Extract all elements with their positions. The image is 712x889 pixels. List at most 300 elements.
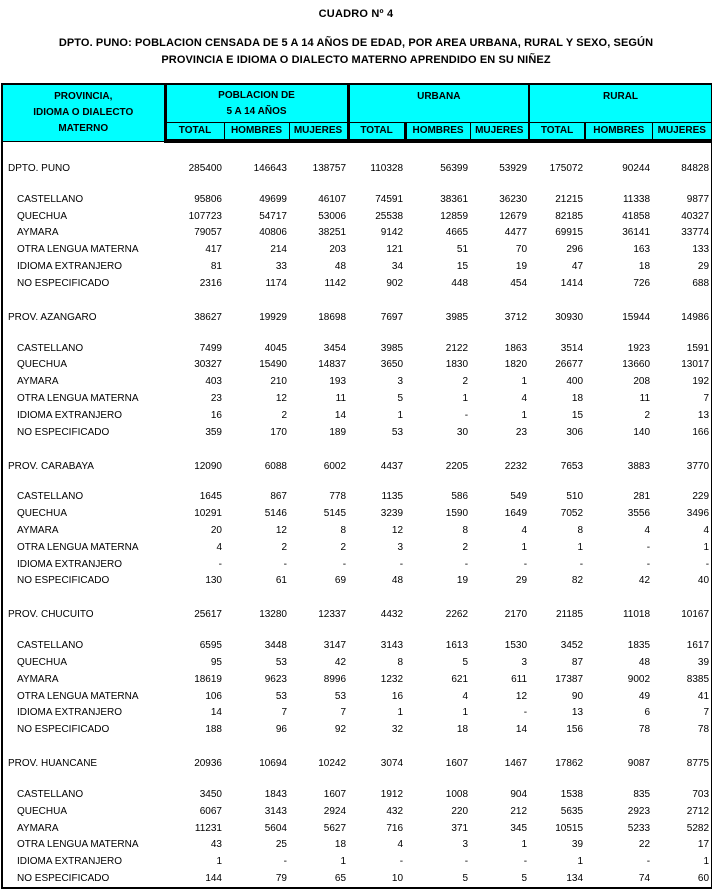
subtitle-line-2: PROVINCIA E IDIOMA O DIALECTO MATERNO APRENDIDO EN SU NIÑEZ — [161, 54, 551, 66]
section-total-cell: 7697 — [380, 311, 404, 323]
language-label-cell: OTRA LENGUA MATERNA — [17, 393, 139, 405]
language-label-cell: QUECHUA — [17, 359, 68, 371]
value-cell: 192 — [692, 376, 710, 388]
value-cell: 60 — [697, 873, 710, 884]
language-row — [2, 424, 712, 441]
value-cell: - — [283, 558, 287, 570]
value-cell: 8 — [397, 657, 404, 669]
value-cell: 549 — [510, 491, 528, 503]
value-cell: 2 — [340, 541, 347, 553]
spacer-row — [2, 769, 712, 786]
value-cell: 40327 — [681, 210, 710, 222]
language-row — [2, 225, 712, 242]
language-label-cell: IDIOMA EXTRANJERO — [17, 707, 123, 719]
value-cell: 11 — [639, 393, 651, 405]
value-cell: 3143 — [264, 805, 287, 817]
value-cell: 95 — [210, 657, 222, 669]
section-total-cell: 13280 — [259, 609, 287, 621]
value-cell: 46107 — [318, 193, 347, 205]
language-row — [2, 489, 712, 506]
value-cell: 904 — [510, 789, 528, 801]
subtitle-line-1: DPTO. PUNO: POBLACION CENSADA DE 5 A 14 AÑOS DE EDAD, POR AREA URBANA, RURAL Y SEXO, SEGÚN — [58, 37, 654, 49]
value-cell: 4665 — [445, 227, 469, 239]
spacer-row — [2, 174, 712, 191]
document-subtitle — [0, 35, 712, 69]
value-cell: 10291 — [194, 508, 222, 520]
value-cell: 3514 — [560, 342, 584, 354]
value-cell: 6 — [644, 707, 651, 719]
header-provincia-line3: MATERNO — [58, 122, 109, 134]
header-poblacion-line1: POBLACION DE — [218, 89, 295, 101]
section-total-cell: 56399 — [440, 163, 469, 174]
census-table — [1, 83, 712, 889]
value-cell: 18 — [571, 393, 584, 405]
language-label-cell: NO ESPECIFICADO — [17, 575, 110, 587]
value-cell: 188 — [205, 724, 222, 736]
section-total-cell: 90244 — [622, 163, 651, 174]
value-cell: 3450 — [199, 789, 222, 801]
value-cell: 1538 — [560, 789, 584, 801]
value-cell: 33774 — [681, 227, 710, 239]
value-cell: 9877 — [686, 193, 710, 205]
value-cell: 1135 — [381, 491, 404, 503]
value-cell: 1174 — [265, 277, 287, 289]
value-cell: 2 — [644, 409, 651, 421]
language-row — [2, 637, 712, 654]
language-row — [2, 803, 712, 820]
value-cell: 49699 — [259, 193, 287, 205]
value-cell: 82185 — [555, 210, 584, 222]
section-total-cell: 3712 — [504, 311, 528, 323]
section-name-cell: PROV. CHUCUITO — [8, 609, 94, 621]
value-cell: 39 — [571, 839, 584, 851]
value-cell: 140 — [633, 426, 651, 438]
value-cell: 8996 — [323, 673, 347, 685]
language-label-cell: QUECHUA — [17, 805, 68, 817]
language-row — [2, 357, 712, 374]
value-cell: 345 — [510, 822, 528, 834]
value-cell: 1 — [577, 541, 584, 553]
value-cell: 51 — [456, 244, 469, 256]
value-cell: 47 — [571, 261, 584, 273]
value-cell: 82 — [571, 575, 584, 587]
value-cell: 144 — [205, 873, 222, 884]
value-cell: 1 — [397, 409, 404, 421]
value-cell: 53 — [334, 690, 347, 702]
value-cell: 48 — [334, 261, 347, 273]
value-cell: 4 — [397, 839, 404, 851]
value-cell: 3143 — [380, 640, 404, 652]
value-cell: 2 — [462, 541, 469, 553]
value-cell: 38251 — [318, 227, 347, 239]
value-cell: 296 — [566, 244, 584, 256]
value-cell: 1 — [521, 376, 528, 388]
value-cell: 2924 — [323, 805, 347, 817]
value-cell: 7 — [340, 707, 347, 719]
value-cell: 36141 — [622, 227, 651, 239]
header-total-urbana: TOTAL — [348, 123, 405, 142]
header-total-poblacion: TOTAL — [165, 123, 224, 142]
value-cell: 1 — [397, 707, 404, 719]
value-cell: 6595 — [199, 640, 222, 652]
value-cell: 17 — [697, 839, 710, 851]
language-row — [2, 688, 712, 705]
value-cell: 1912 — [380, 789, 404, 801]
section-total-cell: 19929 — [259, 311, 287, 323]
value-cell: - — [464, 409, 469, 421]
value-cell: 371 — [451, 822, 469, 834]
value-cell: 611 — [511, 673, 528, 685]
value-cell: 5233 — [627, 822, 651, 834]
value-cell: 3 — [397, 376, 404, 388]
value-cell: 79 — [275, 873, 287, 884]
header-provincia-line2: IDIOMA O DIALECTO — [33, 106, 134, 118]
value-cell: 12 — [275, 393, 287, 405]
value-cell: 40806 — [259, 227, 287, 239]
value-cell: 210 — [270, 376, 287, 388]
value-cell: 12 — [515, 690, 528, 702]
value-cell: 74591 — [375, 193, 404, 205]
language-label-cell: AYMARA — [17, 376, 59, 388]
language-row — [2, 390, 712, 407]
value-cell: 16 — [391, 690, 404, 702]
value-cell: 1835 — [627, 640, 651, 652]
spacer-cell — [2, 323, 712, 340]
value-cell: 11231 — [194, 822, 222, 834]
value-cell: 18619 — [194, 673, 222, 685]
value-cell: 53006 — [318, 210, 347, 222]
value-cell: - — [399, 856, 404, 868]
value-cell: 6067 — [199, 805, 222, 817]
value-cell: 34 — [391, 261, 404, 273]
value-cell: 1232 — [380, 673, 404, 685]
value-cell: 107723 — [188, 210, 222, 222]
value-cell: 8 — [462, 525, 469, 537]
language-label-cell: OTRA LENGUA MATERNA — [17, 541, 139, 553]
value-cell: 10515 — [555, 822, 584, 834]
value-cell: 156 — [566, 724, 584, 736]
section-total-cell: 6088 — [264, 460, 287, 472]
value-cell: 130 — [205, 575, 222, 587]
language-label-cell: QUECHUA — [17, 210, 68, 222]
value-cell: 9623 — [264, 673, 287, 685]
value-cell: 1 — [703, 541, 710, 553]
value-cell: 4045 — [264, 342, 287, 354]
value-cell: 30 — [456, 426, 469, 438]
value-cell: 1 — [703, 856, 710, 868]
value-cell: 43 — [210, 839, 222, 851]
value-cell: 121 — [386, 244, 404, 256]
section-total-cell: 25617 — [194, 609, 222, 621]
value-cell: 20 — [210, 525, 222, 537]
value-cell: 1 — [521, 839, 528, 851]
section-total-cell: 10694 — [259, 758, 287, 770]
spacer-row — [2, 620, 712, 637]
value-cell: 29 — [697, 261, 710, 273]
value-cell: 835 — [633, 789, 651, 801]
value-cell: 5 — [397, 393, 404, 405]
value-cell: 454 — [510, 277, 528, 289]
value-cell: 17387 — [555, 673, 584, 685]
language-label-cell: NO ESPECIFICADO — [17, 277, 110, 289]
section-total-cell: 110328 — [370, 163, 404, 174]
value-cell: 41 — [697, 690, 710, 702]
section-total-cell: 7653 — [560, 460, 584, 472]
value-cell: - — [523, 707, 528, 719]
value-cell: 1 — [577, 856, 584, 868]
value-cell: 5 — [521, 873, 528, 884]
value-cell: 79057 — [194, 227, 222, 239]
value-cell: 4 — [703, 525, 710, 537]
value-cell: 33 — [275, 261, 287, 273]
value-cell: 48 — [391, 575, 404, 587]
language-row — [2, 820, 712, 837]
value-cell: 2316 — [199, 277, 222, 289]
value-cell: 2923 — [627, 805, 651, 817]
language-label-cell: AYMARA — [17, 227, 59, 239]
section-total-cell: 8775 — [686, 758, 710, 770]
section-total-cell: 11018 — [622, 609, 651, 621]
section-total-cell: 2262 — [445, 609, 469, 621]
value-cell: 400 — [566, 376, 584, 388]
value-cell: 61 — [275, 575, 287, 587]
value-cell: 3 — [521, 657, 528, 669]
value-cell: 3448 — [264, 640, 287, 652]
header-hombres-poblacion: HOMBRES — [224, 123, 289, 142]
value-cell: 716 — [386, 822, 404, 834]
value-cell: 3 — [462, 839, 469, 851]
value-cell: 403 — [205, 376, 222, 388]
value-cell: 5282 — [686, 822, 710, 834]
value-cell: 15 — [456, 261, 469, 273]
language-label-cell: IDIOMA EXTRANJERO — [17, 856, 123, 868]
section-total-cell: 18698 — [318, 311, 347, 323]
value-cell: 38361 — [440, 193, 469, 205]
header-group-urbana: URBANA — [348, 84, 529, 123]
language-row — [2, 191, 712, 208]
value-cell: 306 — [566, 426, 584, 438]
value-cell: 92 — [334, 724, 347, 736]
value-cell: 902 — [386, 277, 404, 289]
value-cell: 70 — [515, 244, 528, 256]
value-cell: 1617 — [686, 640, 710, 652]
value-cell: 14 — [210, 707, 222, 719]
language-row — [2, 373, 712, 390]
value-cell: 621 — [451, 673, 469, 685]
value-cell: 3454 — [323, 342, 347, 354]
value-cell: 7 — [703, 707, 710, 719]
language-row — [2, 721, 712, 738]
value-cell: - — [579, 558, 584, 570]
value-cell: 32 — [391, 724, 404, 736]
value-cell: 703 — [692, 789, 710, 801]
value-cell: 2122 — [445, 342, 469, 354]
section-total-cell: 30930 — [555, 311, 584, 323]
value-cell: 3496 — [686, 508, 710, 520]
value-cell: 106 — [205, 690, 222, 702]
value-cell: 69 — [334, 575, 347, 587]
header-provincia-idioma — [2, 84, 165, 141]
language-row — [2, 654, 712, 671]
section-total-cell: 4432 — [380, 609, 404, 621]
value-cell: 12 — [275, 525, 287, 537]
header-mujeres-urbana: MUJERES — [470, 123, 529, 142]
value-cell: 53 — [275, 690, 287, 702]
value-cell: 170 — [270, 426, 287, 438]
value-cell: 1 — [216, 856, 222, 868]
section-total-cell: 17862 — [555, 758, 584, 770]
value-cell: 359 — [205, 426, 222, 438]
section-total-cell: 10167 — [681, 609, 710, 621]
value-cell: 13017 — [681, 359, 710, 371]
value-cell: 4 — [521, 393, 528, 405]
language-label-cell: NO ESPECIFICADO — [17, 724, 110, 736]
value-cell: 212 — [510, 805, 528, 817]
section-total-row — [2, 738, 712, 769]
value-cell: 2 — [462, 376, 469, 388]
value-cell: 36230 — [499, 193, 528, 205]
value-cell: 90 — [571, 690, 584, 702]
value-cell: 22 — [638, 839, 651, 851]
value-cell: 21215 — [555, 193, 584, 205]
value-cell: 4 — [462, 690, 469, 702]
language-row — [2, 870, 712, 888]
section-total-cell: 12090 — [194, 460, 222, 472]
value-cell: 220 — [451, 805, 469, 817]
header-provincia-line1: PROVINCIA, — [54, 90, 113, 102]
section-name-cell: PROV. AZANGARO — [8, 311, 97, 323]
language-row — [2, 241, 712, 258]
spacer-cell — [2, 472, 712, 489]
value-cell: 1591 — [686, 342, 710, 354]
value-cell: 74 — [638, 873, 651, 884]
value-cell: 14 — [334, 409, 347, 421]
language-label-cell: CASTELLANO — [17, 491, 84, 503]
header-hombres-urbana: HOMBRES — [405, 123, 470, 142]
value-cell: 15 — [571, 409, 584, 421]
value-cell: 78 — [638, 724, 651, 736]
value-cell: 4 — [644, 525, 651, 537]
value-cell: 778 — [329, 491, 347, 503]
language-label-cell: OTRA LENGUA MATERNA — [17, 244, 139, 256]
value-cell: - — [464, 856, 469, 868]
value-cell: 2712 — [686, 805, 710, 817]
value-cell: 12679 — [499, 210, 528, 222]
value-cell: 78 — [697, 724, 710, 736]
value-cell: 14 — [515, 724, 528, 736]
language-label-cell: CASTELLANO — [17, 193, 84, 205]
language-label-cell: NO ESPECIFICADO — [17, 873, 110, 884]
value-cell: 867 — [270, 491, 287, 503]
value-cell: 39 — [697, 657, 710, 669]
language-row — [2, 573, 712, 590]
value-cell: 49 — [638, 690, 651, 702]
value-cell: 1649 — [504, 508, 528, 520]
value-cell: 41858 — [622, 210, 651, 222]
value-cell: 5146 — [264, 508, 287, 520]
spacer-row — [2, 472, 712, 489]
value-cell: - — [399, 558, 404, 570]
value-cell: 1008 — [445, 789, 469, 801]
value-cell: 7 — [703, 393, 710, 405]
value-cell: 1590 — [445, 508, 469, 520]
section-total-cell: 15944 — [622, 311, 651, 323]
language-row — [2, 340, 712, 357]
section-name-cell: DPTO. PUNO — [8, 163, 71, 174]
value-cell: 1863 — [504, 342, 528, 354]
value-cell: 53 — [275, 657, 287, 669]
value-cell: 12859 — [440, 210, 469, 222]
value-cell: 11338 — [622, 193, 651, 205]
section-total-cell: 175072 — [549, 163, 584, 174]
value-cell: 5145 — [323, 508, 347, 520]
value-cell: 1 — [462, 393, 469, 405]
value-cell: 1 — [521, 541, 528, 553]
value-cell: 25 — [275, 839, 287, 851]
section-total-cell: 10242 — [318, 758, 347, 770]
spacer-row — [2, 323, 712, 340]
value-cell: 23 — [210, 393, 222, 405]
value-cell: 134 — [566, 873, 584, 884]
document-title: CUADRO Nº 4 — [318, 8, 394, 20]
language-label-cell: OTRA LENGUA MATERNA — [17, 839, 139, 851]
value-cell: 4 — [216, 541, 222, 553]
value-cell: 87 — [571, 657, 584, 669]
value-cell: 5 — [462, 873, 469, 884]
value-cell: 1843 — [264, 789, 287, 801]
section-total-cell: 38627 — [194, 311, 222, 323]
section-total-cell: 6002 — [323, 460, 347, 472]
value-cell: 8 — [577, 525, 584, 537]
language-row — [2, 522, 712, 539]
value-cell: - — [646, 856, 651, 868]
value-cell: - — [523, 558, 528, 570]
value-cell: 15490 — [259, 359, 287, 371]
value-cell: 7052 — [560, 508, 584, 520]
value-cell: 19 — [456, 575, 469, 587]
value-cell: - — [283, 856, 287, 868]
value-cell: 10 — [391, 873, 404, 884]
language-label-cell: IDIOMA EXTRANJERO — [17, 261, 123, 273]
value-cell: 163 — [633, 244, 651, 256]
section-total-cell: 4437 — [380, 460, 404, 472]
language-row — [2, 258, 712, 275]
value-cell: 1 — [462, 707, 469, 719]
language-row — [2, 705, 712, 722]
value-cell: 9002 — [627, 673, 651, 685]
section-total-cell: 3985 — [445, 311, 469, 323]
value-cell: 13 — [697, 409, 710, 421]
section-total-cell: 3770 — [686, 460, 710, 472]
language-row — [2, 837, 712, 854]
section-total-cell: 138757 — [312, 163, 347, 174]
value-cell: 3650 — [380, 359, 404, 371]
value-cell: 1613 — [445, 640, 469, 652]
value-cell: 8385 — [686, 673, 710, 685]
value-cell: 1830 — [445, 359, 469, 371]
header-total-rural: TOTAL — [529, 123, 585, 142]
header-poblacion-line2: 5 A 14 AÑOS — [226, 105, 287, 117]
value-cell: 3147 — [323, 640, 347, 652]
language-row — [2, 275, 712, 292]
section-total-cell: 285400 — [188, 163, 222, 174]
value-cell: 1 — [340, 856, 347, 868]
value-cell: 23 — [515, 426, 528, 438]
header-hombres-rural: HOMBRES — [585, 123, 652, 142]
value-cell: 19 — [515, 261, 528, 273]
value-cell: 65 — [334, 873, 347, 884]
value-cell: 214 — [270, 244, 287, 256]
